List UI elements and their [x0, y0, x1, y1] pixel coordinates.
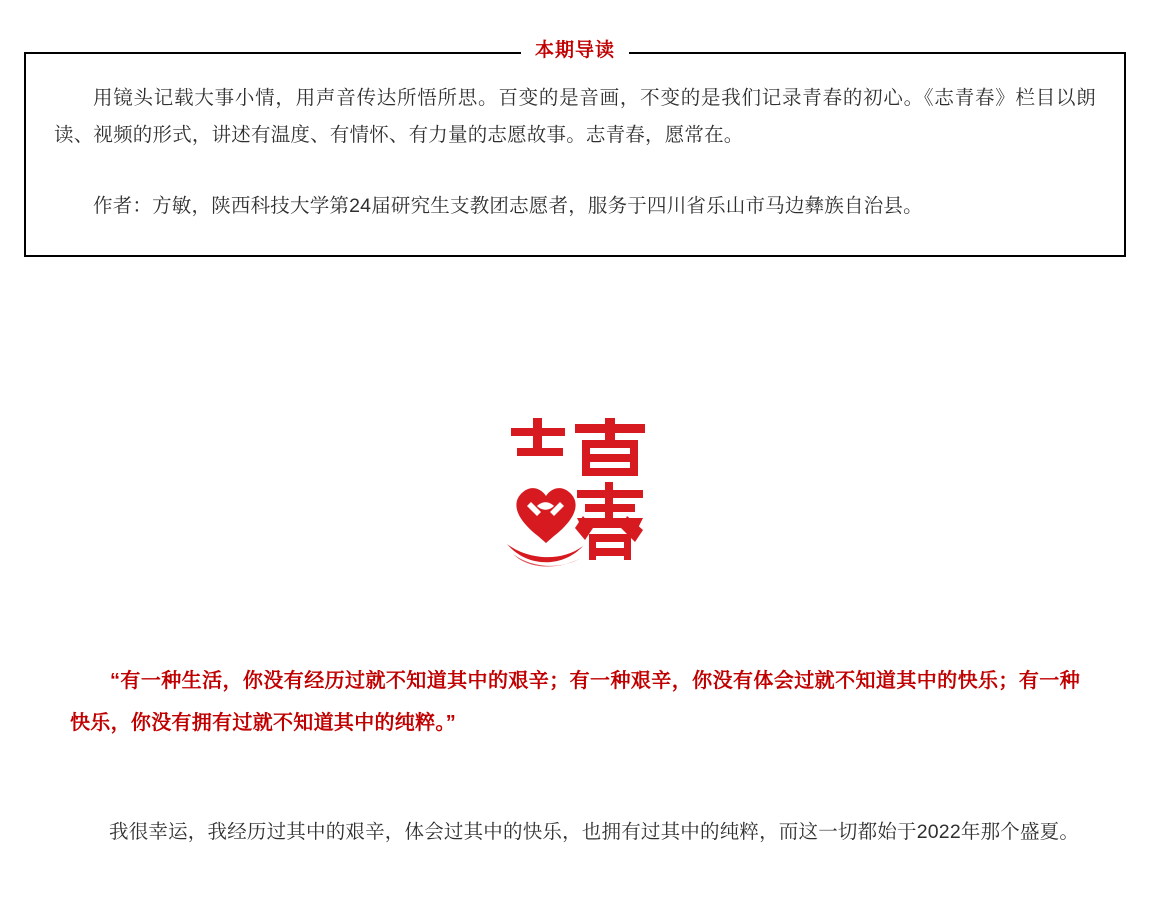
intro-box-title	[26, 38, 1124, 64]
highlight-quote: “有一种生活，你没有经历过就不知道其中的艰辛；有一种艰辛，你没有体会过就不知道其中的快乐；有一种快乐，你没有拥有过就不知道其中的纯粹。”	[70, 670, 1080, 734]
zhiqingchun-logo	[497, 418, 653, 570]
intro-paragraph-2: 作者：方敏，陕西科技大学第24届研究生支教团志愿者，服务于四川省乐山市马边彝族自治县。	[93, 195, 923, 217]
logo-container	[0, 418, 1150, 575]
intro-box	[24, 40, 1126, 257]
intro-box-title-text: 本期导读	[521, 38, 629, 64]
intro-paragraph-1: 用镜头记载大事小情，用声音传达所悟所思。百变的是音画，不变的是我们记录青春的初心。《志青春》栏目以朗读、视频的形式，讲述有温度、有情怀、有力量的志愿故事。志青春，愿常在。	[54, 87, 1096, 146]
body-paragraph-1: 我很幸运，我经历过其中的艰辛，体会过其中的快乐，也拥有过其中的纯粹，而这一切都始于2022年那个盛夏。	[109, 821, 1080, 843]
